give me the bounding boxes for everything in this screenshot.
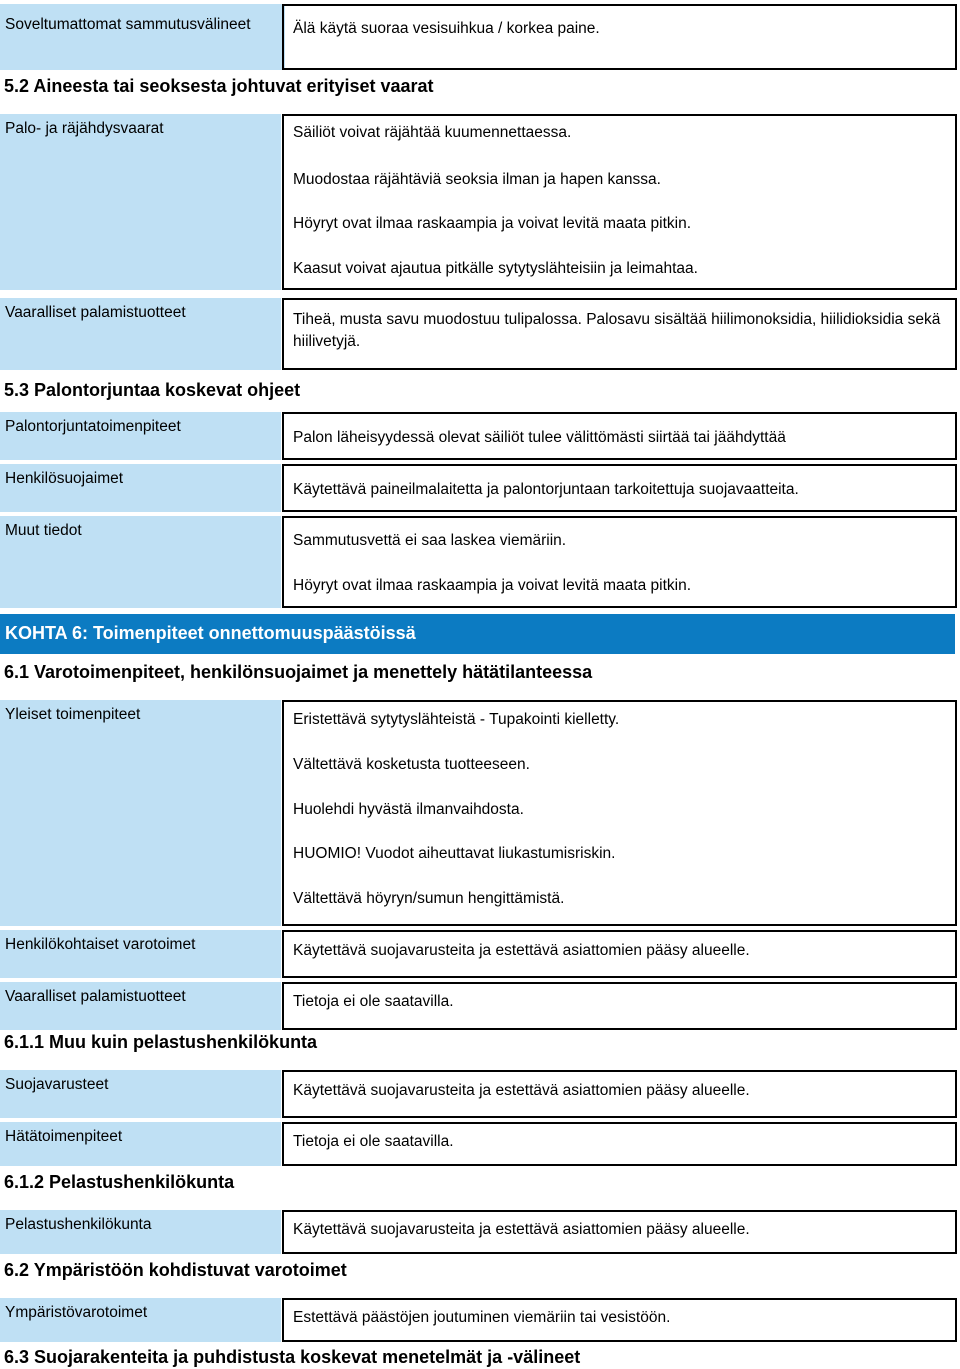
heading-6-1: 6.1 Varotoimenpiteet, henkilönsuojaimet ja menettely hätätilanteessa xyxy=(4,662,593,682)
heading-6-3: 6.3 Suojarakenteita ja puhdistusta koskevat menetelmät ja -välineet xyxy=(4,1347,581,1367)
heading-5-3: 5.3 Palontorjuntaa koskevat ohjeet xyxy=(4,380,301,400)
value-fire-hazards-4: Kaasut voivat ajautua pitkälle sytytyslähteisiin ja leimahtaa. xyxy=(293,260,698,277)
value-other-info-2: Höyryt ovat ilmaa raskaampia ja voivat levitä maata pitkin. xyxy=(293,577,691,594)
value-other-info-1: Sammutusvettä ei saa laskea viemäriin. xyxy=(293,532,567,549)
heading-6-1-2: 6.1.2 Pelastushenkilökunta xyxy=(4,1172,235,1192)
label-general-measures: Yleiset toimenpiteet xyxy=(0,700,281,926)
value-general-3: Huolehdi hyvästä ilmanvaihdosta. xyxy=(293,801,524,818)
label-environmental-precautions: Ympäristövarotoimet xyxy=(0,1298,281,1342)
value-combustion-products: Tiheä, musta savu muodostuu tulipalossa. Palosavu sisältää hiilimonoksidia, hiilidioksidia sekä hiilivetyjä. xyxy=(293,311,941,350)
value-emergency-procedures: Tietoja ei ole saatavilla. xyxy=(293,1133,454,1150)
heading-6-2: 6.2 Ympäristöön kohdistuvat varotoimet xyxy=(4,1260,347,1280)
label-ppe-fire: Henkilösuojaimet xyxy=(0,464,281,512)
value-fire-hazards-3: Höyryt ovat ilmaa raskaampia ja voivat levitä maata pitkin. xyxy=(293,215,691,232)
label-combustion-products-2: Vaaralliset palamistuotteet xyxy=(0,982,281,1030)
label-protective-equipment: Suojavarusteet xyxy=(0,1070,281,1118)
value-ppe-fire: Käytettävä paineilmalaitetta ja palontorjuntaan tarkoitettuja suojavaatteita. xyxy=(293,481,799,498)
label-emergency-responders: Pelastushenkilökunta xyxy=(0,1210,281,1254)
label-combustion-products: Vaaralliset palamistuotteet xyxy=(0,298,281,370)
value-general-1: Eristettävä sytytyslähteistä - Tupakointi kielletty. xyxy=(293,711,620,728)
value-emergency-responders: Käytettävä suojavarusteita ja estettävä asiattomien pääsy alueelle. xyxy=(293,1221,750,1238)
heading-6-1-1: 6.1.1 Muu kuin pelastushenkilökunta xyxy=(4,1032,318,1052)
label-fire-hazards: Palo- ja räjähdysvaarat xyxy=(0,114,281,290)
value-protective-equipment: Käytettävä suojavarusteita ja estettävä asiattomien pääsy alueelle. xyxy=(293,1082,750,1099)
label-personal-precautions: Henkilökohtaiset varotoimet xyxy=(0,930,281,978)
value-general-4: HUOMIO! Vuodot aiheuttavat liukastumisriskin. xyxy=(293,845,616,862)
label-unsuitable-media: Soveltumattomat sammutusvälineet xyxy=(0,4,285,70)
value-environmental-precautions: Estettävä päästöjen joutuminen viemäriin tai vesistöön. xyxy=(293,1309,671,1326)
heading-5-2: 5.2 Aineesta tai seoksesta johtuvat erityiset vaarat xyxy=(4,76,434,96)
label-firefighting: Palontorjuntatoimenpiteet xyxy=(0,412,281,460)
value-combustion-products-2: Tietoja ei ole saatavilla. xyxy=(293,993,454,1010)
value-general-2: Vältettävä kosketusta tuotteeseen. xyxy=(293,756,530,773)
value-fire-hazards-2: Muodostaa räjähtäviä seoksia ilman ja hapen kanssa. xyxy=(293,171,661,188)
label-emergency-procedures: Hätätoimenpiteet xyxy=(0,1122,281,1166)
label-other-info: Muut tiedot xyxy=(0,516,281,608)
value-general-5: Vältettävä höyryn/sumun hengittämistä. xyxy=(293,890,565,907)
section-6-banner: KOHTA 6: Toimenpiteet onnettomuuspäästöissä xyxy=(0,614,955,654)
value-personal-precautions: Käytettävä suojavarusteita ja estettävä asiattomien pääsy alueelle. xyxy=(293,942,750,959)
value-firefighting: Palon läheisyydessä olevat säiliöt tulee välittömästi siirtää tai jäähdyttää xyxy=(293,429,786,446)
value-unsuitable-media: Älä käytä suoraa vesisuihkua / korkea paine. xyxy=(293,20,600,37)
value-fire-hazards-1: Säiliöt voivat räjähtää kuumennettaessa. xyxy=(293,124,572,141)
